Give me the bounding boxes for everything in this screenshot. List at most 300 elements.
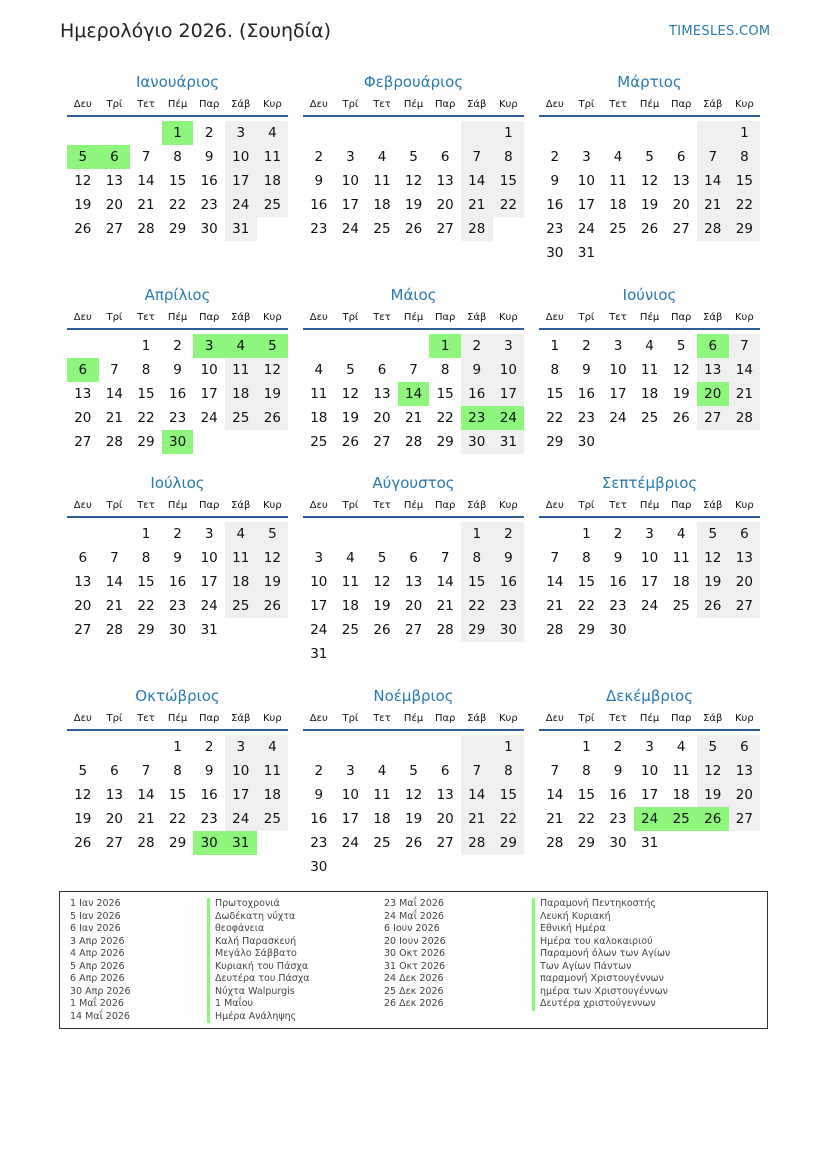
day-cell[interactable]: 24 [310, 622, 328, 638]
day-cell[interactable]: 18 [640, 386, 659, 402]
day-cell[interactable]: 5 [257, 522, 289, 546]
day-cell[interactable]: 6 [110, 763, 119, 779]
day-cell[interactable]: 16 [310, 811, 328, 827]
day-cell[interactable]: 13 [697, 358, 729, 382]
day-cell[interactable]: 18 [373, 811, 391, 827]
day-cell[interactable]: 20 [729, 570, 761, 594]
day-cell[interactable]: 19 [373, 598, 391, 614]
day-cell[interactable]: 4 [645, 338, 654, 354]
day-cell[interactable]: 12 [373, 574, 391, 590]
day-cell[interactable]: 26 [697, 807, 729, 831]
day-cell[interactable]: 9 [314, 787, 324, 803]
day-cell[interactable]: 6 [99, 145, 131, 169]
day-cell[interactable]: 16 [609, 574, 627, 590]
day-cell[interactable]: 6 [729, 522, 761, 546]
day-cell[interactable]: 3 [225, 735, 257, 759]
day-cell[interactable]: 9 [613, 550, 623, 566]
day-cell[interactable]: 7 [141, 763, 151, 779]
day-cell[interactable]: 30 [168, 622, 187, 638]
day-cell[interactable]: 18 [609, 197, 627, 213]
day-cell[interactable]: 28 [729, 406, 761, 430]
day-cell[interactable]: 9 [493, 546, 525, 570]
day-cell[interactable]: 15 [137, 574, 155, 590]
day-cell[interactable]: 27 [729, 594, 761, 618]
day-cell[interactable]: 10 [640, 550, 659, 566]
day-cell[interactable]: 21 [546, 598, 564, 614]
day-cell[interactable]: 3 [645, 526, 654, 542]
day-cell[interactable]: 5 [409, 763, 418, 779]
day-cell[interactable]: 22 [137, 598, 155, 614]
day-cell[interactable]: 22 [461, 594, 493, 618]
day-cell[interactable]: 22 [493, 807, 525, 831]
day-cell[interactable]: 1 [493, 121, 525, 145]
day-cell[interactable]: 16 [546, 197, 564, 213]
day-cell[interactable]: 22 [168, 197, 187, 213]
day-cell[interactable]: 30 [609, 622, 627, 638]
day-cell[interactable]: 24 [341, 221, 359, 237]
day-cell[interactable]: 31 [640, 835, 659, 851]
day-cell[interactable]: 31 [310, 646, 328, 662]
day-cell[interactable]: 9 [173, 550, 182, 566]
day-cell[interactable]: 15 [546, 386, 564, 402]
day-cell[interactable]: 18 [373, 197, 391, 213]
day-cell[interactable]: 27 [729, 807, 761, 831]
day-cell[interactable]: 27 [672, 221, 690, 237]
day-cell[interactable]: 8 [729, 145, 761, 169]
day-cell[interactable]: 6 [729, 735, 761, 759]
day-cell[interactable]: 22 [137, 410, 155, 426]
day-cell[interactable]: 3 [346, 149, 355, 165]
day-cell[interactable]: 2 [314, 763, 324, 779]
day-cell[interactable]: 22 [436, 410, 454, 426]
day-cell[interactable]: 17 [640, 787, 659, 803]
day-cell[interactable]: 13 [729, 546, 761, 570]
day-cell[interactable]: 26 [404, 835, 423, 851]
day-cell[interactable]: 29 [436, 434, 454, 450]
day-cell[interactable]: 8 [493, 759, 525, 783]
day-cell[interactable]: 28 [105, 622, 123, 638]
day-cell[interactable]: 25 [310, 434, 328, 450]
day-cell[interactable]: 14 [461, 169, 493, 193]
day-cell[interactable]: 31 [225, 217, 257, 241]
day-cell[interactable]: 15 [729, 169, 761, 193]
day-cell[interactable]: 10 [200, 550, 218, 566]
day-cell[interactable]: 30 [493, 618, 525, 642]
day-cell[interactable]: 26 [404, 221, 423, 237]
day-cell[interactable]: 30 [200, 221, 218, 237]
day-cell[interactable]: 20 [697, 382, 729, 406]
day-cell[interactable]: 10 [341, 173, 359, 189]
day-cell[interactable]: 25 [609, 221, 627, 237]
day-cell[interactable]: 29 [729, 217, 761, 241]
day-cell[interactable]: 31 [577, 245, 595, 261]
day-cell[interactable]: 29 [461, 618, 493, 642]
day-cell[interactable]: 12 [74, 787, 92, 803]
day-cell[interactable]: 29 [546, 434, 564, 450]
day-cell[interactable]: 21 [404, 410, 423, 426]
day-cell[interactable]: 21 [461, 807, 493, 831]
day-cell[interactable]: 4 [257, 121, 289, 145]
day-cell[interactable]: 16 [200, 173, 218, 189]
day-cell[interactable]: 22 [577, 598, 595, 614]
day-cell[interactable]: 24 [225, 193, 257, 217]
day-cell[interactable]: 21 [697, 193, 729, 217]
day-cell[interactable]: 6 [697, 334, 729, 358]
day-cell[interactable]: 28 [546, 622, 564, 638]
day-cell[interactable]: 17 [577, 197, 595, 213]
day-cell[interactable]: 2 [204, 125, 214, 141]
day-cell[interactable]: 28 [461, 831, 493, 855]
day-cell[interactable]: 13 [373, 386, 391, 402]
day-cell[interactable]: 4 [676, 526, 686, 542]
day-cell[interactable]: 26 [257, 594, 289, 618]
day-cell[interactable]: 8 [582, 550, 591, 566]
day-cell[interactable]: 1 [582, 526, 591, 542]
day-cell[interactable]: 23 [168, 598, 187, 614]
day-cell[interactable]: 7 [440, 550, 450, 566]
day-cell[interactable]: 31 [493, 430, 525, 454]
day-cell[interactable]: 26 [341, 434, 359, 450]
day-cell[interactable]: 1 [141, 338, 151, 354]
day-cell[interactable]: 24 [609, 410, 627, 426]
day-cell[interactable]: 4 [676, 739, 686, 755]
day-cell[interactable]: 27 [436, 835, 454, 851]
day-cell[interactable]: 14 [546, 574, 564, 590]
day-cell[interactable]: 17 [640, 574, 659, 590]
day-cell[interactable]: 26 [74, 835, 92, 851]
day-cell[interactable]: 29 [168, 221, 187, 237]
day-cell[interactable]: 19 [341, 410, 359, 426]
day-cell[interactable]: 14 [436, 574, 454, 590]
day-cell[interactable]: 11 [609, 173, 627, 189]
day-cell[interactable]: 26 [74, 221, 92, 237]
day-cell[interactable]: 27 [404, 622, 423, 638]
day-cell[interactable]: 2 [582, 338, 591, 354]
day-cell[interactable]: 23 [168, 410, 187, 426]
day-cell[interactable]: 24 [640, 598, 659, 614]
day-cell[interactable]: 31 [225, 831, 257, 855]
day-cell[interactable]: 2 [613, 526, 623, 542]
day-cell[interactable]: 1 [162, 121, 194, 145]
day-cell[interactable]: 20 [436, 811, 454, 827]
day-cell[interactable]: 30 [162, 430, 194, 454]
day-cell[interactable]: 12 [404, 787, 423, 803]
day-cell[interactable]: 19 [672, 386, 690, 402]
day-cell[interactable]: 23 [577, 410, 595, 426]
day-cell[interactable]: 29 [137, 434, 155, 450]
day-cell[interactable]: 2 [550, 149, 560, 165]
day-cell[interactable]: 13 [436, 173, 454, 189]
day-cell[interactable]: 19 [640, 197, 659, 213]
day-cell[interactable]: 8 [440, 362, 450, 378]
day-cell[interactable]: 23 [461, 406, 493, 430]
day-cell[interactable]: 3 [493, 334, 525, 358]
day-cell[interactable]: 14 [105, 574, 123, 590]
day-cell[interactable]: 20 [436, 197, 454, 213]
day-cell[interactable]: 27 [74, 434, 92, 450]
day-cell[interactable]: 25 [665, 807, 697, 831]
day-cell[interactable]: 18 [672, 574, 690, 590]
day-cell[interactable]: 26 [257, 406, 289, 430]
day-cell[interactable]: 22 [168, 811, 187, 827]
day-cell[interactable]: 28 [105, 434, 123, 450]
day-cell[interactable]: 3 [225, 121, 257, 145]
day-cell[interactable]: 17 [341, 197, 359, 213]
day-cell[interactable]: 15 [461, 570, 493, 594]
day-cell[interactable]: 30 [310, 859, 328, 875]
day-cell[interactable]: 7 [110, 550, 119, 566]
day-cell[interactable]: 27 [105, 835, 123, 851]
day-cell[interactable]: 7 [110, 362, 119, 378]
day-cell[interactable]: 5 [409, 149, 418, 165]
day-cell[interactable]: 22 [493, 193, 525, 217]
day-cell[interactable]: 13 [105, 787, 123, 803]
day-cell[interactable]: 3 [613, 338, 623, 354]
day-cell[interactable]: 4 [377, 763, 387, 779]
day-cell[interactable]: 18 [341, 598, 359, 614]
day-cell[interactable]: 26 [697, 594, 729, 618]
day-cell[interactable]: 4 [613, 149, 623, 165]
day-cell[interactable]: 26 [672, 410, 690, 426]
day-cell[interactable]: 17 [225, 169, 257, 193]
day-cell[interactable]: 15 [168, 173, 187, 189]
day-cell[interactable]: 25 [373, 221, 391, 237]
day-cell[interactable]: 6 [440, 763, 450, 779]
day-cell[interactable]: 16 [577, 386, 595, 402]
day-cell[interactable]: 3 [204, 526, 214, 542]
day-cell[interactable]: 4 [225, 334, 257, 358]
day-cell[interactable]: 12 [697, 546, 729, 570]
day-cell[interactable]: 23 [609, 598, 627, 614]
day-cell[interactable]: 10 [310, 574, 328, 590]
day-cell[interactable]: 24 [341, 835, 359, 851]
day-cell[interactable]: 12 [404, 173, 423, 189]
day-cell[interactable]: 19 [404, 197, 423, 213]
day-cell[interactable]: 5 [676, 338, 686, 354]
day-cell[interactable]: 25 [225, 406, 257, 430]
day-cell[interactable]: 11 [672, 763, 690, 779]
day-cell[interactable]: 2 [173, 338, 182, 354]
day-cell[interactable]: 2 [613, 739, 623, 755]
day-cell[interactable]: 24 [634, 807, 666, 831]
day-cell[interactable]: 11 [640, 362, 659, 378]
day-cell[interactable]: 14 [105, 386, 123, 402]
day-cell[interactable]: 30 [461, 430, 493, 454]
day-cell[interactable]: 4 [314, 362, 324, 378]
day-cell[interactable]: 15 [493, 169, 525, 193]
day-cell[interactable]: 3 [582, 149, 591, 165]
day-cell[interactable]: 1 [582, 739, 591, 755]
day-cell[interactable]: 21 [137, 197, 155, 213]
day-cell[interactable]: 1 [493, 735, 525, 759]
day-cell[interactable]: 10 [200, 362, 218, 378]
day-cell[interactable]: 9 [173, 362, 182, 378]
day-cell[interactable]: 3 [645, 739, 654, 755]
day-cell[interactable]: 14 [398, 382, 430, 406]
day-cell[interactable]: 28 [436, 622, 454, 638]
day-cell[interactable]: 9 [550, 173, 560, 189]
day-cell[interactable]: 5 [257, 334, 289, 358]
day-cell[interactable]: 16 [609, 787, 627, 803]
day-cell[interactable]: 9 [204, 763, 214, 779]
day-cell[interactable]: 27 [74, 622, 92, 638]
day-cell[interactable]: 14 [729, 358, 761, 382]
day-cell[interactable]: 30 [193, 831, 225, 855]
day-cell[interactable]: 16 [493, 570, 525, 594]
day-cell[interactable]: 4 [377, 149, 387, 165]
day-cell[interactable]: 10 [225, 759, 257, 783]
day-cell[interactable]: 5 [377, 550, 387, 566]
day-cell[interactable]: 15 [577, 787, 595, 803]
day-cell[interactable]: 11 [373, 173, 391, 189]
day-cell[interactable]: 1 [141, 526, 151, 542]
day-cell[interactable]: 25 [373, 835, 391, 851]
day-cell[interactable]: 2 [314, 149, 324, 165]
day-cell[interactable]: 8 [582, 763, 591, 779]
day-cell[interactable]: 28 [137, 835, 155, 851]
day-cell[interactable]: 28 [461, 217, 493, 241]
day-cell[interactable]: 8 [461, 546, 493, 570]
day-cell[interactable]: 14 [137, 173, 155, 189]
day-cell[interactable]: 16 [310, 197, 328, 213]
day-cell[interactable]: 3 [314, 550, 324, 566]
day-cell[interactable]: 10 [493, 358, 525, 382]
day-cell[interactable]: 2 [204, 739, 214, 755]
day-cell[interactable]: 19 [404, 811, 423, 827]
day-cell[interactable]: 12 [672, 362, 690, 378]
day-cell[interactable]: 19 [257, 570, 289, 594]
day-cell[interactable]: 6 [676, 149, 686, 165]
day-cell[interactable]: 9 [314, 173, 324, 189]
day-cell[interactable]: 11 [341, 574, 359, 590]
day-cell[interactable]: 25 [672, 598, 690, 614]
day-cell[interactable]: 18 [310, 410, 328, 426]
day-cell[interactable]: 15 [168, 787, 187, 803]
day-cell[interactable]: 13 [729, 759, 761, 783]
day-cell[interactable]: 9 [613, 763, 623, 779]
day-cell[interactable]: 3 [193, 334, 225, 358]
day-cell[interactable]: 10 [577, 173, 595, 189]
day-cell[interactable]: 19 [257, 382, 289, 406]
day-cell[interactable]: 12 [697, 759, 729, 783]
day-cell[interactable]: 23 [310, 221, 328, 237]
day-cell[interactable]: 2 [461, 334, 493, 358]
day-cell[interactable]: 24 [200, 598, 218, 614]
day-cell[interactable]: 22 [577, 811, 595, 827]
day-cell[interactable]: 21 [729, 382, 761, 406]
day-cell[interactable]: 1 [461, 522, 493, 546]
day-cell[interactable]: 13 [105, 173, 123, 189]
day-cell[interactable]: 4 [346, 550, 355, 566]
day-cell[interactable]: 7 [409, 362, 418, 378]
day-cell[interactable]: 1 [173, 739, 182, 755]
day-cell[interactable]: 20 [672, 197, 690, 213]
day-cell[interactable]: 29 [577, 622, 595, 638]
day-cell[interactable]: 29 [577, 835, 595, 851]
day-cell[interactable]: 15 [577, 574, 595, 590]
day-cell[interactable]: 20 [404, 598, 423, 614]
day-cell[interactable]: 6 [440, 149, 450, 165]
day-cell[interactable]: 20 [105, 197, 123, 213]
day-cell[interactable]: 25 [341, 622, 359, 638]
day-cell[interactable]: 20 [373, 410, 391, 426]
day-cell[interactable]: 7 [141, 149, 151, 165]
day-cell[interactable]: 23 [200, 197, 218, 213]
day-cell[interactable]: 14 [137, 787, 155, 803]
day-cell[interactable]: 12 [341, 386, 359, 402]
day-cell[interactable]: 13 [672, 173, 690, 189]
day-cell[interactable]: 18 [225, 382, 257, 406]
day-cell[interactable]: 2 [493, 522, 525, 546]
day-cell[interactable]: 5 [78, 763, 88, 779]
day-cell[interactable]: 16 [168, 574, 187, 590]
day-cell[interactable]: 5 [697, 522, 729, 546]
day-cell[interactable]: 5 [697, 735, 729, 759]
day-cell[interactable]: 28 [546, 835, 564, 851]
day-cell[interactable]: 12 [640, 173, 659, 189]
day-cell[interactable]: 20 [729, 783, 761, 807]
day-cell[interactable]: 11 [257, 145, 289, 169]
day-cell[interactable]: 7 [461, 145, 493, 169]
day-cell[interactable]: 7 [729, 334, 761, 358]
day-cell[interactable]: 19 [697, 570, 729, 594]
day-cell[interactable]: 12 [257, 358, 289, 382]
day-cell[interactable]: 27 [373, 434, 391, 450]
day-cell[interactable]: 19 [697, 783, 729, 807]
day-cell[interactable]: 17 [225, 783, 257, 807]
day-cell[interactable]: 1 [550, 338, 560, 354]
day-cell[interactable]: 5 [346, 362, 355, 378]
day-cell[interactable]: 15 [436, 386, 454, 402]
day-cell[interactable]: 8 [173, 763, 182, 779]
day-cell[interactable]: 17 [310, 598, 328, 614]
day-cell[interactable]: 15 [493, 783, 525, 807]
day-cell[interactable]: 21 [137, 811, 155, 827]
day-cell[interactable]: 6 [409, 550, 418, 566]
day-cell[interactable]: 17 [341, 811, 359, 827]
day-cell[interactable]: 1 [429, 334, 461, 358]
day-cell[interactable]: 8 [141, 550, 151, 566]
day-cell[interactable]: 14 [697, 169, 729, 193]
day-cell[interactable]: 25 [257, 193, 289, 217]
day-cell[interactable]: 13 [436, 787, 454, 803]
day-cell[interactable]: 14 [546, 787, 564, 803]
day-cell[interactable]: 23 [200, 811, 218, 827]
day-cell[interactable]: 25 [640, 410, 659, 426]
day-cell[interactable]: 29 [168, 835, 187, 851]
day-cell[interactable]: 5 [645, 149, 654, 165]
day-cell[interactable]: 7 [461, 759, 493, 783]
day-cell[interactable]: 28 [404, 434, 423, 450]
day-cell[interactable]: 10 [225, 145, 257, 169]
day-cell[interactable]: 26 [640, 221, 659, 237]
day-cell[interactable]: 25 [257, 807, 289, 831]
day-cell[interactable]: 21 [461, 193, 493, 217]
day-cell[interactable]: 24 [225, 807, 257, 831]
day-cell[interactable]: 6 [377, 362, 387, 378]
day-cell[interactable]: 8 [141, 362, 151, 378]
day-cell[interactable]: 23 [546, 221, 564, 237]
day-cell[interactable]: 4 [257, 735, 289, 759]
day-cell[interactable]: 21 [105, 410, 123, 426]
day-cell[interactable]: 13 [404, 574, 423, 590]
day-cell[interactable]: 20 [74, 410, 92, 426]
day-cell[interactable]: 11 [373, 787, 391, 803]
day-cell[interactable]: 21 [436, 598, 454, 614]
day-cell[interactable]: 6 [67, 358, 99, 382]
day-cell[interactable]: 18 [257, 783, 289, 807]
day-cell[interactable]: 11 [225, 358, 257, 382]
